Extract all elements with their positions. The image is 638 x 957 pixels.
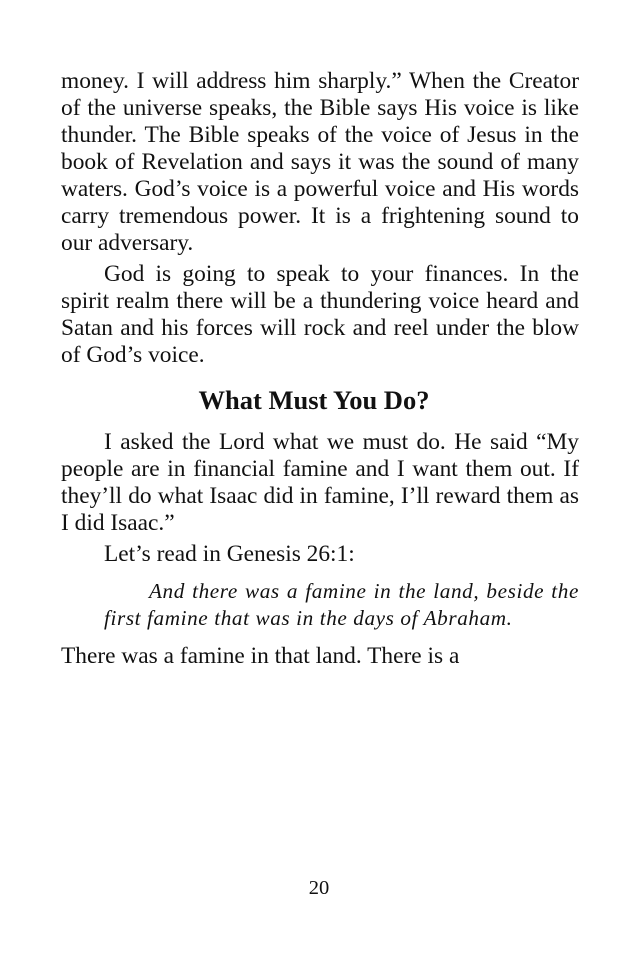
paragraph-finances: God is going to speak to your finances. In the spirit realm there will be a thundering voice heard and Satan and his forces will rock and reel under the blow of God’s voice. bbox=[61, 261, 579, 368]
section-heading: What Must You Do? bbox=[198, 385, 430, 415]
paragraph-continuation: money. I will address him sharply.” When the Creator of the universe speaks, the Bible says His voice is like thunder. The Bible speaks of the voice of Jesus in the book of Revelation and says it was the sound of many waters. God’s voice is a powerful voice and His words carry tremendous power. It is a frightening sound to our adversary. bbox=[61, 68, 579, 256]
paragraph-asked-lord: I asked the Lord what we must do. He said “My people are in financial famine and I want them out. If they’ll do what Isaac did in famine, I’ll reward them as I did Isaac.” bbox=[61, 429, 579, 536]
scripture-quote: And there was a famine in the land, beside the first famine that was in the days of Abraham. bbox=[104, 579, 579, 630]
page-number: 20 bbox=[308, 877, 330, 899]
paragraph-famine: There was a famine in that land. There is a bbox=[61, 643, 460, 669]
book-page-body bbox=[61, 68, 579, 670]
paragraph-genesis-intro: Let’s read in Genesis 26:1: bbox=[104, 541, 355, 567]
